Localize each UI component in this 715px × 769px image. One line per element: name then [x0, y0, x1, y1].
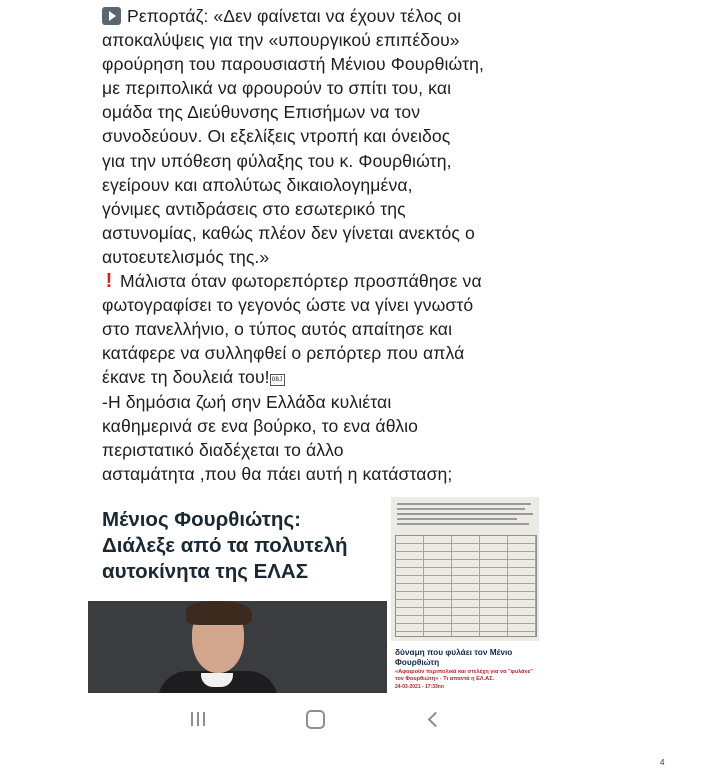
- back-button[interactable]: [413, 705, 453, 733]
- post-line: ομάδα της Διεύθυνσης Επισήμων να τον: [102, 102, 421, 123]
- post-line: έκανε τη δουλειά του! OBJ: [102, 367, 283, 388]
- article-subtitle: «Αφαιρούν περιπολικά και στελέχη για να "φυλάνε" τον Φουρθιώτη» - Τι απαντά η ΕΛ.ΑΣ.: [395, 669, 533, 682]
- post-line: -Η δημόσια ζωή σην Ελλάδα κυλιέται: [102, 391, 392, 412]
- post-line: Ρεπορτάζ: «Δεν φαίνεται να έχουν τέλος οι: [102, 4, 542, 28]
- post-line: κατάφερε να συλληφθεί ο ρεπόρτερ που απλά: [102, 343, 465, 364]
- recent-apps-icon: [191, 712, 205, 726]
- article-image-left[interactable]: [88, 497, 387, 693]
- post-line: αυτοευτελισμός της.»: [102, 246, 270, 267]
- exclamation-icon: !: [105, 270, 113, 293]
- back-icon: [427, 711, 443, 727]
- document-table: [395, 535, 537, 637]
- home-button[interactable]: [295, 705, 335, 733]
- document-photo: [391, 497, 539, 641]
- article-image-right[interactable]: [391, 497, 539, 693]
- recent-apps-button[interactable]: [178, 705, 218, 733]
- article-headline: δύναμη που φυλάει τον Μένιο Φουρθιώτη: [395, 647, 513, 667]
- post-line: φρούρηση του παρουσιαστή Μένιου Φουρθιώτη,: [102, 54, 484, 75]
- home-icon: [306, 710, 325, 729]
- post-line: περιστατικό διαδέχεται το άλλο: [102, 439, 344, 460]
- post-line: αστυνομίας, καθώς πλέον δεν γίνεται ανεκτός ο: [102, 222, 475, 243]
- post-line: καθημερινά σε ενα βούρκο, το ενα άθλιο: [102, 415, 419, 436]
- post-line: για την υπόθεση φύλαξης του κ. Φουρθιώτη,: [102, 150, 452, 171]
- post-line: αποκαλύψεις για την «υπουργικού επιπέδου»: [102, 30, 460, 51]
- post-text: [102, 4, 542, 486]
- article-date: 24-03-2021 - 17:33nn: [395, 684, 444, 690]
- play-icon: [102, 7, 121, 25]
- post-line: συνοδεύουν. Οι εξελίξεις ντροπή και όνειδος: [102, 126, 451, 147]
- post-line: στο πανελλήνιο, ο τύπος αυτός απαίτησε και: [102, 319, 453, 340]
- page-marker: 4: [660, 758, 665, 767]
- person-photo: [88, 601, 387, 693]
- object-placeholder-icon: OBJ: [270, 374, 285, 386]
- post-line: εγείρουν και απολύτως δικαιολογημένα,: [102, 174, 413, 195]
- post-line: ασταμάτητα ,που θα πάει αυτή η κατάσταση;: [102, 463, 453, 484]
- post-line: με περιπολικά να φρουρούν το σπίτι του, και: [102, 78, 452, 99]
- article-headline: Μένιος Φουρθιώτης: Διάλεξε από τα πολυτελή αυτοκίνητα της ΕΛΑΣ: [102, 508, 348, 583]
- post-line: ! Μάλιστα όταν φωτορεπόρτερ προσπάθησε να: [102, 269, 542, 293]
- post-line: γόνιμες αντιδράσεις στο εσωτερικό της: [102, 198, 406, 219]
- android-nav-bar: [88, 693, 539, 745]
- post-line: φωτογραφίσει το γεγονός ώστε να γίνει γνωστό: [102, 295, 474, 316]
